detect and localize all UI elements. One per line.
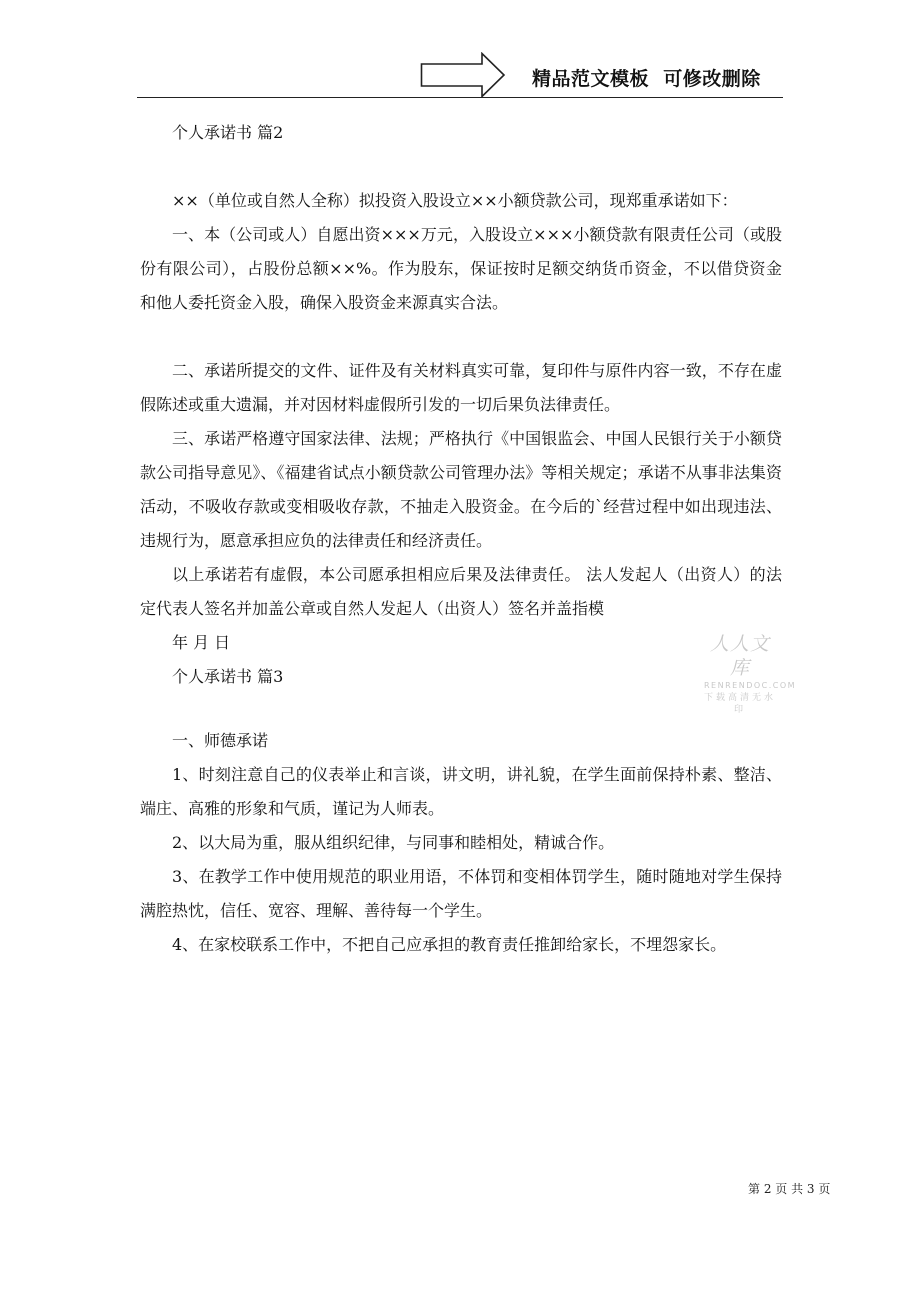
document-body bbox=[140, 116, 797, 962]
paragraph-declaration: 以上承诺若有虚假，本公司愿承担相应后果及法律责任。 法人发起人（出资人）的法定代表人签名并加盖公章或自然人发起人（出资人）签名并盖指模 bbox=[140, 565, 782, 618]
paragraph-point-3: 3、在教学工作中使用规范的职业用语，不体罚和变相体罚学生，随时随地对学生保持满腔热忱，信任、宽容、理解、善待每一个学生。 bbox=[140, 867, 782, 920]
header-divider bbox=[137, 97, 783, 98]
watermark bbox=[704, 632, 797, 716]
subsection-title: 一、师德承诺 bbox=[172, 731, 269, 750]
header-title: 精品范文模板 可修改删除 bbox=[532, 68, 761, 90]
paragraph-item-1: 一、本（公司或人）自愿出资×××万元，入股设立×××小额贷款有限责任公司（或股份有限公司），占股份总额××%。作为股东，保证按时足额交纳货币资金，不以借贷资金和他人委托资金入股，确保入股资金来源真实合法。 bbox=[140, 225, 782, 312]
page-number: 第 2 页 共 3 页 bbox=[748, 1182, 831, 1196]
section-title-2: 个人承诺书 篇2 bbox=[172, 123, 284, 142]
paragraph-point-2: 2、以大局为重，服从组织纪律，与同事和睦相处，精诚合作。 bbox=[172, 833, 615, 852]
watermark-domain: RENRENDOC.COM bbox=[704, 681, 797, 690]
watermark-tagline: 下载高清无水印 bbox=[704, 693, 777, 715]
date-line: 年 月 日 bbox=[172, 633, 231, 652]
arrow-right-icon bbox=[420, 52, 506, 98]
paragraph-point-1: 1、时刻注意自己的仪表举止和言谈，讲文明，讲礼貌，在学生面前保持朴素、整洁、端庄、高雅的形象和气质，谨记为人师表。 bbox=[140, 765, 782, 818]
watermark-name: 人人文库 bbox=[709, 633, 770, 679]
paragraph-intro: ××（单位或自然人全称）拟投资入股设立××小额贷款公司，现郑重承诺如下： bbox=[172, 191, 738, 210]
paragraph-point-4: 4、在家校联系工作中，不把自己应承担的教育责任推卸给家长，不埋怨家长。 bbox=[172, 935, 727, 954]
section-title-3: 个人承诺书 篇3 bbox=[172, 667, 284, 686]
paragraph-item-3: 三、承诺严格遵守国家法律、法规；严格执行《中国银监会、中国人民银行关于小额贷款公司指导意见》、《福建省试点小额贷款公司管理办法》等相关规定；承诺不从事非法集资活动，不吸收存款或变相吸收存款，不抽走入股资金。在今后的`经营过程中如出现违法、违规行为，愿意承担应负的法律责任和经济责任。 bbox=[140, 429, 782, 550]
paragraph-item-2: 二、承诺所提交的文件、证件及有关材料真实可靠，复印件与原件内容一致，不存在虚假陈述或重大遗漏，并对因材料虚假所引发的一切后果负法律责任。 bbox=[140, 361, 782, 414]
